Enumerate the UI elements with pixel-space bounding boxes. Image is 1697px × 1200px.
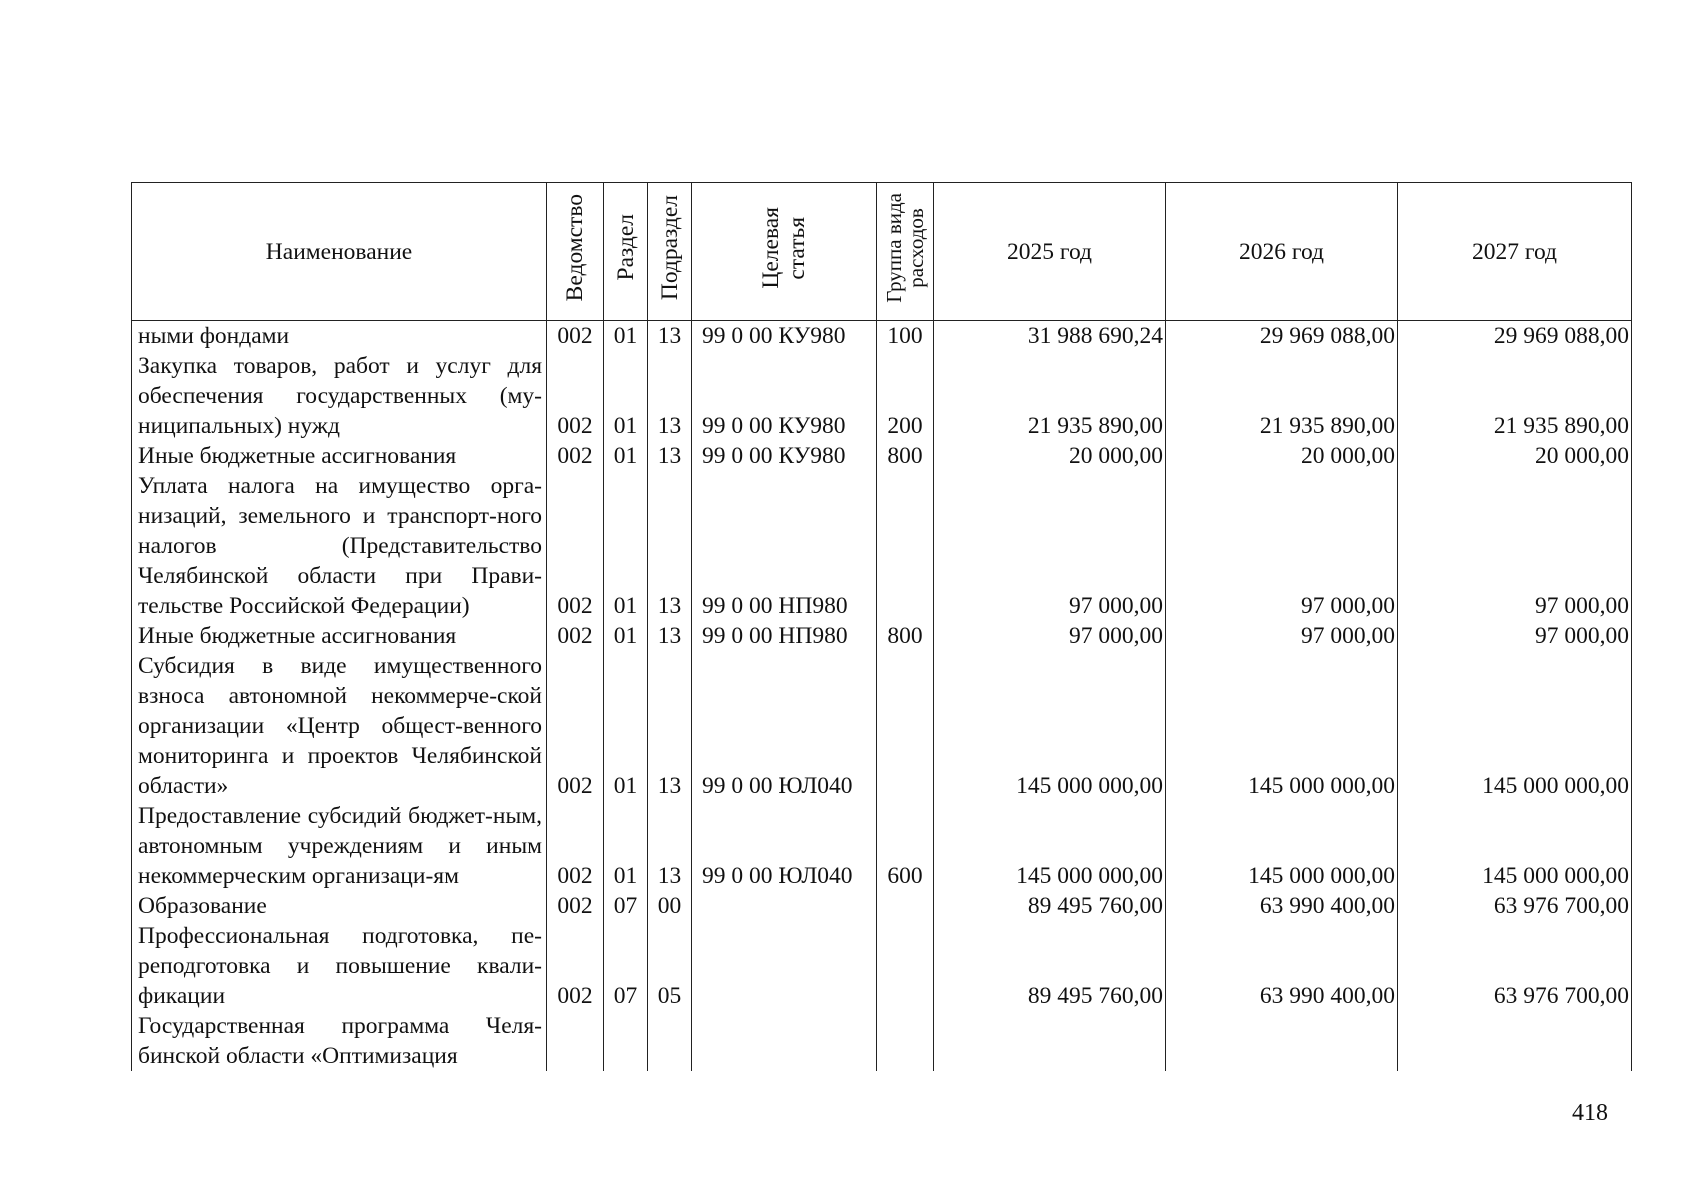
header-gruppa-line1: Группа вида [882,192,906,303]
table-row [132,321,1632,352]
header-celevaya-line1: Целевая [758,206,784,289]
row-amount-2027: 97 000,00 [1398,621,1632,651]
header-gruppa-vida [877,183,934,321]
row-razdel: 07 [604,891,648,921]
row-amount-2025: 145 000 000,00 [934,651,1166,801]
row-amount-2025: 89 495 760,00 [934,891,1166,921]
row-name: Профессиональная подготовка, пе-реподготовка и повышение квали-фикации [132,921,547,1011]
table-header [132,183,1632,321]
row-amount-2025 [934,1011,1166,1071]
row-amount-2025: 31 988 690,24 [934,321,1166,352]
row-celevaya-statya: 99 0 00 ЮЛ040 [692,651,877,801]
row-podrazdel: 13 [648,801,692,891]
row-amount-2025: 89 495 760,00 [934,921,1166,1011]
row-podrazdel: 13 [648,441,692,471]
row-podrazdel [648,1011,692,1071]
row-celevaya-statya: 99 0 00 КУ980 [692,351,877,441]
row-amount-2027: 20 000,00 [1398,441,1632,471]
row-gruppa-vida [877,921,934,1011]
row-razdel: 01 [604,351,648,441]
row-gruppa-vida [877,891,934,921]
row-gruppa-vida: 100 [877,321,934,352]
header-gruppa-label [883,193,927,303]
header-year-2026: 2026 год [1166,183,1398,321]
row-gruppa-vida [877,471,934,621]
row-podrazdel: 00 [648,891,692,921]
table-row [132,471,1632,621]
header-celevaya-statya [692,183,877,321]
row-podrazdel: 05 [648,921,692,1011]
row-gruppa-vida: 800 [877,441,934,471]
row-name: Субсидия в виде имущественного взноса автономной некоммерче-ской организации «Центр общест-венного мониторинга и проектов Челябинской области» [132,651,547,801]
row-amount-2027: 29 969 088,00 [1398,321,1632,352]
row-celevaya-statya: 99 0 00 НП980 [692,621,877,651]
header-vedomstvo-label: Ведомство [562,193,588,302]
header-podrazdel-label: Подраздел [656,194,683,301]
row-celevaya-statya: 99 0 00 КУ980 [692,321,877,352]
header-year-2027: 2027 год [1398,183,1632,321]
row-vedomstvo: 002 [547,921,604,1011]
row-amount-2026: 29 969 088,00 [1166,321,1398,352]
table-row [132,891,1632,921]
row-celevaya-statya: 99 0 00 НП980 [692,471,877,621]
row-celevaya-statya [692,1011,877,1071]
row-razdel: 01 [604,801,648,891]
table-row [132,441,1632,471]
row-celevaya-statya [692,921,877,1011]
row-podrazdel: 13 [648,651,692,801]
budget-table [131,182,1632,1071]
row-amount-2027: 63 976 700,00 [1398,921,1632,1011]
row-amount-2025: 21 935 890,00 [934,351,1166,441]
row-vedomstvo: 002 [547,891,604,921]
row-vedomstvo: 002 [547,621,604,651]
row-podrazdel: 13 [648,621,692,651]
header-razdel-label: Раздел [612,214,639,281]
row-gruppa-vida: 200 [877,351,934,441]
header-gruppa-line2: расходов [904,207,928,288]
header-celevaya-label [758,207,810,289]
header-celevaya-line2: статья [784,216,810,279]
row-amount-2027: 63 976 700,00 [1398,891,1632,921]
row-name: Иные бюджетные ассигнования [132,621,547,651]
row-gruppa-vida: 600 [877,801,934,891]
row-amount-2027 [1398,1011,1632,1071]
row-podrazdel: 13 [648,321,692,352]
table-row [132,1011,1632,1071]
row-amount-2027: 145 000 000,00 [1398,651,1632,801]
row-gruppa-vida [877,1011,934,1071]
row-amount-2026: 21 935 890,00 [1166,351,1398,441]
row-amount-2025: 20 000,00 [934,441,1166,471]
row-razdel [604,1011,648,1071]
header-razdel [604,183,648,321]
row-razdel: 01 [604,471,648,621]
row-amount-2026: 97 000,00 [1166,471,1398,621]
row-amount-2027: 97 000,00 [1398,471,1632,621]
table-row [132,621,1632,651]
row-gruppa-vida: 800 [877,621,934,651]
row-vedomstvo [547,1011,604,1071]
row-amount-2026: 97 000,00 [1166,621,1398,651]
row-amount-2026: 145 000 000,00 [1166,651,1398,801]
row-amount-2025: 97 000,00 [934,621,1166,651]
row-vedomstvo: 002 [547,801,604,891]
page-number: 418 [1572,1100,1608,1126]
row-vedomstvo: 002 [547,351,604,441]
row-vedomstvo: 002 [547,651,604,801]
row-razdel: 07 [604,921,648,1011]
row-name: Предоставление субсидий бюджет-ным, автономным учреждениям и иным некоммерческим организаци-ям [132,801,547,891]
row-razdel: 01 [604,321,648,352]
row-razdel: 01 [604,441,648,471]
row-celevaya-statya: 99 0 00 КУ980 [692,441,877,471]
row-podrazdel: 13 [648,471,692,621]
row-name: Иные бюджетные ассигнования [132,441,547,471]
row-celevaya-statya [692,891,877,921]
row-celevaya-statya: 99 0 00 ЮЛ040 [692,801,877,891]
header-podrazdel [648,183,692,321]
row-gruppa-vida [877,651,934,801]
row-name: Уплата налога на имущество орга-низаций, земельного и транспорт-ного налогов (Представительство Челябинской области при Прави-тельстве Российской Федерации) [132,471,547,621]
table-row [132,651,1632,801]
row-vedomstvo: 002 [547,441,604,471]
row-amount-2026: 20 000,00 [1166,441,1398,471]
row-amount-2026: 63 990 400,00 [1166,891,1398,921]
row-name: Закупка товаров, работ и услуг для обеспечения государственных (му-ниципальных) нужд [132,351,547,441]
row-name: Образование [132,891,547,921]
row-amount-2026 [1166,1011,1398,1071]
table-body [132,321,1632,1072]
row-razdel: 01 [604,651,648,801]
budget-table-container [131,182,1631,1071]
row-vedomstvo: 002 [547,471,604,621]
row-amount-2025: 145 000 000,00 [934,801,1166,891]
row-podrazdel: 13 [648,351,692,441]
row-amount-2026: 63 990 400,00 [1166,921,1398,1011]
row-name: Государственная программа Челя-бинской области «Оптимизация [132,1011,547,1071]
row-amount-2027: 21 935 890,00 [1398,351,1632,441]
header-year-2025: 2025 год [934,183,1166,321]
row-razdel: 01 [604,621,648,651]
header-name: Наименование [132,183,547,321]
row-name: ными фондами [132,321,547,352]
row-amount-2026: 145 000 000,00 [1166,801,1398,891]
row-vedomstvo: 002 [547,321,604,352]
table-row [132,351,1632,441]
row-amount-2025: 97 000,00 [934,471,1166,621]
table-row [132,801,1632,891]
row-amount-2027: 145 000 000,00 [1398,801,1632,891]
table-row [132,921,1632,1011]
header-vedomstvo [547,183,604,321]
